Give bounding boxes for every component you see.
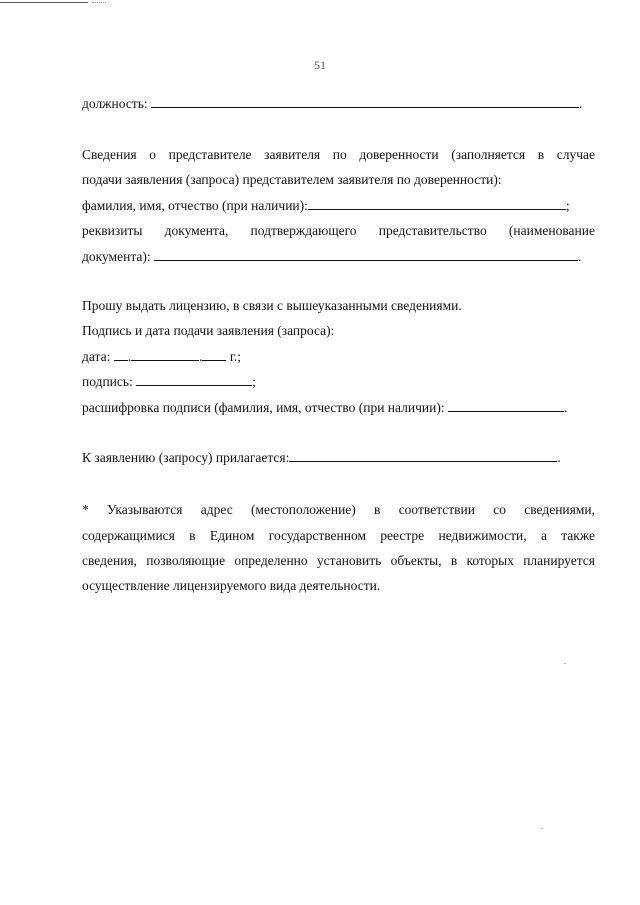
signature-label: подпись:	[82, 374, 133, 389]
requisites-period: .	[578, 249, 582, 264]
position-field[interactable]	[151, 94, 579, 108]
signature-field[interactable]	[136, 372, 252, 386]
signature-decoding-period: .	[563, 400, 568, 415]
fio-row	[82, 196, 570, 215]
request-text: Прошу выдать лицензию, в связи с вышеуказанными сведениями.	[82, 298, 462, 313]
requisites-field[interactable]	[154, 247, 578, 261]
top-scan-rule	[0, 2, 88, 3]
representative-section-title-line-1: Сведения о представителе заявителя по доверенности (заполняется в случае	[82, 147, 595, 162]
position-period: .	[579, 96, 583, 111]
fio-field[interactable]	[308, 196, 566, 210]
footnote-line-4: осуществление лицензируемого вида деятельности.	[82, 578, 381, 593]
date-label: дата:	[82, 349, 111, 364]
attachment-period: .	[557, 450, 561, 465]
footnote-line-3: сведения, позволяющие определенно установить объекты, в которых планируется	[82, 553, 595, 568]
position-row	[82, 94, 582, 113]
top-scan-rule-dotted	[92, 2, 106, 3]
scan-speck	[541, 828, 543, 829]
representative-section-title-line-2: подачи заявления (запроса) представителем заявителя по доверенности):	[82, 172, 502, 187]
date-row: дата: . . г.;	[82, 349, 241, 364]
signature-decoding-row	[82, 398, 567, 417]
page-number: 51	[314, 58, 326, 72]
position-label: должность:	[82, 96, 148, 111]
date-year-suffix: г.;	[229, 349, 241, 364]
requisites-line-1: реквизиты документа, подтверждающего представительство (наименование	[82, 223, 595, 238]
signature-semicolon: ;	[252, 374, 256, 389]
scan-speck	[564, 663, 566, 664]
date-year-field[interactable]	[202, 347, 226, 361]
attachment-label: К заявлению (запросу) прилагается:	[82, 450, 290, 465]
date-month-field[interactable]	[131, 347, 199, 361]
footnote-line-1: * Указываются адрес (местоположение) в соответствии со сведениями,	[82, 502, 595, 517]
attachment-field[interactable]	[289, 448, 557, 462]
signature-decoding-label: расшифровка подписи (фамилия, имя, отчество (при наличии):	[82, 400, 445, 415]
footnote-line-2: содержащимися в Едином государственном реестре недвижимости, а также	[82, 528, 595, 543]
attachment-row	[82, 448, 561, 467]
requisites-label: документа):	[82, 249, 151, 264]
signature-decoding-field[interactable]	[448, 398, 564, 412]
signature-row	[82, 372, 256, 391]
sign-date-heading: Подпись и дата подачи заявления (запроса):	[82, 323, 335, 338]
fio-semicolon: ;	[565, 198, 570, 213]
fio-label: фамилия, имя, отчество (при наличии):	[82, 198, 308, 213]
requisites-row	[82, 247, 581, 266]
date-day-field[interactable]	[114, 347, 128, 361]
